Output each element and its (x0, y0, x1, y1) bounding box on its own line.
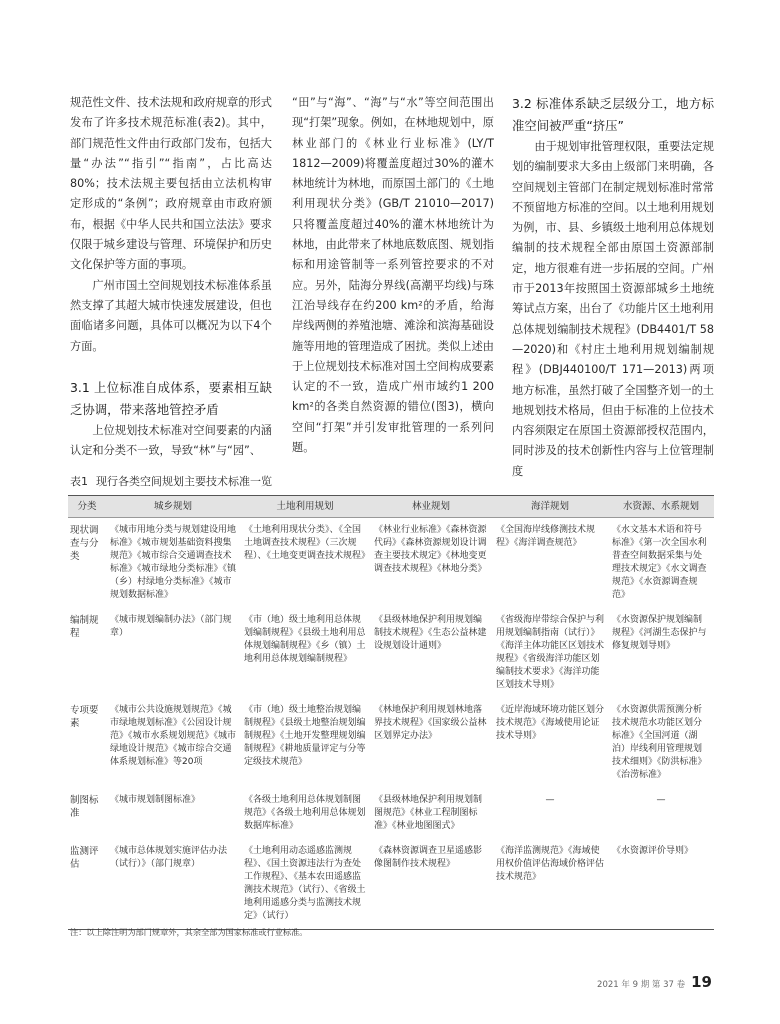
paragraph: 规范性文件、技术法规和政府规章的形式发布了许多技术规范标准(表2)。其中，部门规范性文件由行政部门发布，包括大量“办法”“指引”“指南”，占比高达80%；技术法规主要包括由立法机构审定形成的“条例”；政府规章由市政府颁布，根据《中华人民共和国立法法》要求仅限于城乡建设与管理、环境保护和历史文化保护等方面的事项。 (70, 96, 272, 272)
table-cell: 《城市规划编制办法》（部门规章） (110, 615, 232, 638)
category-cell: 专项要素 (70, 705, 99, 729)
table-cell: 《城市用地分类与规划建设用地标准》《城市规划基础资料搜集规范》《城市综合交通调查技术标准》《城市绿地分类标准》《镇（乡）村绿地分类标准》《城市规划数据标准》 (110, 525, 237, 600)
table-cell: 《城市规划制图标准》 (110, 795, 201, 805)
table-cell: 《土地利用动态遥感监测规程》、《国土资源违法行为查处工作规程》、《基本农田遥感监测技术规范》（试行）、《省级土地利用遥感分类与监测技术规定》（试行） (240, 839, 370, 930)
table-cell: 《近岸海域环境功能区划分技术规范》《海域使用论证技术导则》 (496, 705, 605, 741)
paragraph: 广州市国土空间规划技术标准体系虽然支撑了其超大城市快速发展建设，但也面临诸多问题，具体可以概况为以下4个方面。 (70, 278, 272, 353)
table-cell: — (656, 795, 666, 805)
table-row (68, 608, 714, 698)
table-cell: 《林地保护利用规划林地落界技术规程》《国家级公益林区划界定办法》 (374, 705, 487, 741)
table-cell: 《城市公共设施规划规范》《城市绿地规划标准》《公园设计规范》《城市水系规划规范》《城市绿地设计规范》《城市综合交通体系规划标准》等20项 (110, 705, 237, 767)
table-cell: 《水资源保护规划编制规程》《河湖生态保护与修复规划导则》 (612, 615, 707, 651)
table-cell: 《市（地）级土地整治规划编制规程》《县级土地整治规划编制规程》《土地开发整理规划编制规程》《耕地质量评定与分等定级技术规范》 (244, 705, 366, 767)
category-cell: 制图标准 (70, 795, 99, 819)
standards-table (68, 495, 714, 930)
table-cell: 《土地利用现状分类》、《全国土地调查技术规程》（三次规程）、《土地变更调查技术规程》 (244, 525, 371, 561)
table-cell: 《全国海岸线修测技术规程》《海洋调查规范》 (496, 525, 596, 548)
table-header-row (68, 496, 714, 518)
table-cell: 《水文基本术语和符号标准》《第一次全国水利普查空间数据采集与处理技术规定》《水文调查规范》《水资源调查规范》 (612, 525, 707, 600)
table-row (68, 839, 714, 930)
table-caption (70, 473, 272, 489)
header-cell: 土地利用规划 (240, 496, 370, 518)
text-column-3 (512, 93, 714, 482)
table-cell: 《各级土地利用总体规划制图规范》《各级土地利用总体规划数据库标准》 (244, 795, 366, 831)
text-column-1 (70, 93, 272, 461)
table-cell: — (545, 795, 555, 805)
table-cell: 《市（地）级土地利用总体规划编制规程》《县级土地利用总体规划编制规程》《乡（镇）土地利用总体规划编制规程》 (244, 615, 366, 664)
paragraph: 由于规划审批管理权限，重要法定规划的编制要求大多由上级部门来明确，各空间规划主管部门在制定规划标准时常常不预留地方标准的空间。以土地利用规划为例，市、县、乡镇级土地利用总体规划编制的技术规程全部由原国土资源部制定，地方很难有进一步拓展的空间。广州市于2013年按照国土资源部城乡土地统筹试点方案，出台了《功能片区土地利用总体规划编制技术规程》(DB4401/T 58—2020)和《村庄土地利用规划编制规程》(DBJ440100/T 171—2013)两项地方标准，虽然打破了全国整齐划一的土地规划技术格局，但由于标准的上位技术内容须限定在原国土资源部授权范围内，同时涉及的技术创新性内容与上位管理制度 (512, 140, 714, 478)
table-row (68, 698, 714, 788)
header-cell: 水资源、水系规划 (608, 496, 714, 518)
table-cell: 《海洋监测规范》《海域使用权价值评估海域价格评估技术规范》 (492, 839, 608, 930)
table-title: 现行各类空间规划主要技术标准一览 (96, 475, 272, 488)
table-cell: 《城市总体规划实施评估办法（试行）》（部门规章） (106, 839, 240, 930)
issue-info: 2021 年 9 期 第 37 卷 (597, 980, 686, 990)
section-heading-3-1: 3.1 上位标准自成体系，要素相互缺乏协调，带来落地管控矛盾 (70, 379, 272, 417)
category-cell: 编制规程 (70, 615, 99, 639)
category-cell: 现状调查与分类 (70, 525, 99, 562)
section-heading-3-2: 3.2 标准体系缺乏层级分工，地方标准空间被严重“挤压” (512, 96, 714, 133)
text-column-2 (292, 93, 494, 458)
table-cell: 《林业行业标准》《森林资源代码》《森林资源规划设计调查主要技术规定》《林地变更调查技术规程》《林地分类》 (374, 525, 487, 574)
category-cell: 监测评估 (68, 839, 106, 930)
header-cell: 海洋规划 (492, 496, 608, 518)
paragraph: “田”与“海”、“海”与“水”等空间范围出现“打架”现象。例如，在林地规划中，原林业部门的《林业行业标准》(LY/T 1812—2009)将覆盖度超过30%的灌木林地统计为林地，而原国土部门的《土地利用现状分类》(GB/T 21010—2017)只将覆盖度超过40%的灌木林地统计为林地，由此带来了林地底数底图、规划指标和用途管制等一系列管控要求的不对应。另外，陆海分界线(高潮平均线)与珠江治导线存在约200 km²的矛盾，给海岸线两侧的养殖池塘、滩涂和滨海基础设施等用地的管理造成了困扰。类似上述由于上位规划技术标准对国土空间构成要素认定的不一致，造成广州市域约1 200 km²的各类自然资源的错位(图3)，横向空间“打架”并引发审批管理的一系列问题。 (292, 96, 494, 455)
table-cell: 《森林资源调查卫星遥感影像图制作技术规程》 (370, 839, 492, 930)
header-cell: 城乡规划 (106, 496, 240, 518)
table-footnote: 注：以上除注明为部门规章外，其余全部为国家标准或行业标准。 (70, 927, 308, 937)
header-cell: 林业规划 (370, 496, 492, 518)
table-cell: 《县级林地保护利用规划制图规范》《林业工程制图标准》《林业地图图式》 (374, 795, 483, 831)
table-number: 表1 (70, 475, 88, 488)
table-cell: 《水资源供需预测分析技术规范水功能区划分标准》《全国河道（湖泊）岸线利用管理规划技术细则》《防洪标准》《治涝标准》 (612, 705, 707, 780)
table-row (68, 518, 714, 609)
page-footer (597, 973, 712, 991)
table-cell: 《省级海岸带综合保护与利用规划编制指南（试行）》《海洋主体功能区区划技术规程》《省级海洋功能区划编制技术要求》《海洋功能区划技术导则》 (496, 615, 605, 690)
spacer (70, 357, 272, 377)
table-row (68, 788, 714, 839)
paragraph: 上位规划技术标准对空间要素的内涵认定和分类不一致，导致“林”与“园”、 (70, 423, 272, 458)
header-cell: 分类 (68, 496, 106, 518)
table-cell: 《县级林地保护利用规划编制技术规程》《生态公益林建设规划设计通则》 (374, 615, 487, 651)
table-cell: 《水资源评价导则》 (608, 839, 714, 930)
page-number: 19 (691, 973, 712, 991)
